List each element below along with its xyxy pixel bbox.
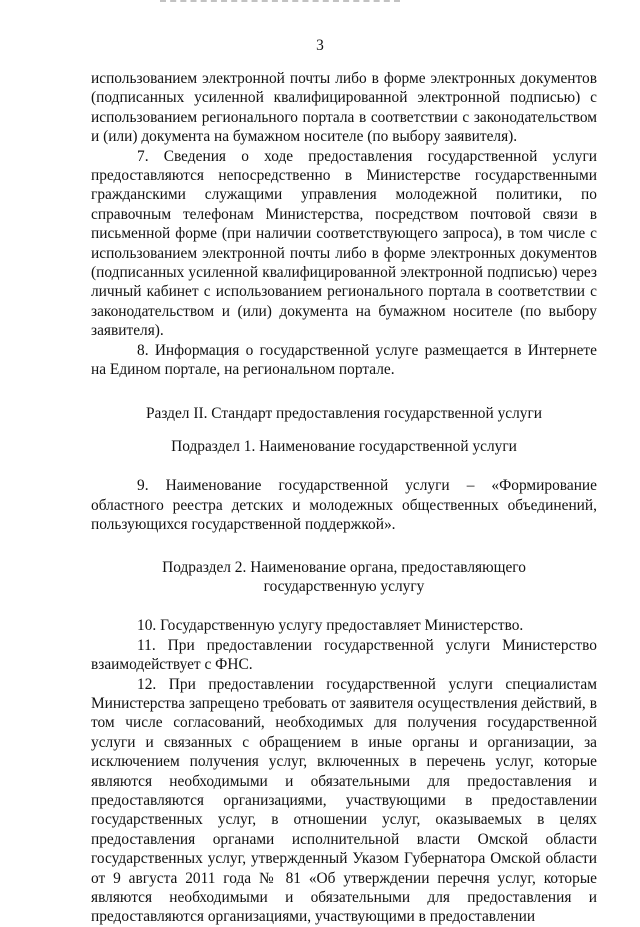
subsection-2-heading xyxy=(91,558,597,597)
section-heading: Раздел II. Стандарт предоставления государственной услуги xyxy=(145,404,543,422)
paragraph-11: 11. При предоставлении государственной услуги Министерство взаимодействует с ФНС. xyxy=(91,636,597,674)
subsection-2-heading-line-2: государственную услугу xyxy=(263,577,425,595)
paragraph-10: 10. Государственную услугу предоставляет Министерство. xyxy=(137,617,524,635)
subsection-2-heading-line-1: Подраздел 2. Наименование органа, предоставляющего xyxy=(162,558,526,576)
subsection-1-heading: Подраздел 1. Наименование государственной услуги xyxy=(171,437,517,455)
document-body xyxy=(91,69,597,927)
paragraph-7: 7. Сведения о ходе предоставления государственной услуги предоставляются непосредственно в Министерстве государственными гражданскими служащими управления молодежной политики, по справочным телефонам Министерства, посредством почтовой связи в письменной форме (при наличии соответствующего запроса), в том числе с использованием электронной почты либо в форме электронных документов (подписанных усиленной квалифицированной электронной подписью) через личный кабинет с использованием регионального портала в соответствии с законодательством и (или) документа на бумажном носителе (по выбору заявителя). xyxy=(91,147,597,340)
page-number: 3 xyxy=(316,37,324,54)
paragraph-12: 12. При предоставлении государственной услуги специалистам Министерства запрещено требовать от заявителя осуществления действий, в том числе согласований, необходимых для получения государственной услуги и связанных с обращением в иные органы и организации, за исключением получения услуг, включенных в перечень услуг, которые являются необходимыми и обязательными для предоставления и предоставляются организациями, участвующими в предоставлении государственных услуг, в отношении услуг, оказываемых в целях предоставления органами исполнительной власти Омской области государственных услуг, утвержденный Указом Губернатора Омской области от 9 августа 2011 года № 81 «Об утверждении перечня услуг, которые являются необходимыми и обязательными для предоставления и предоставляются организациями, участвующими в предоставлении xyxy=(91,675,597,926)
paragraph-8: 8. Информация о государственной услуге размещается в Интернете на Едином портале, на региональном портале. xyxy=(91,341,597,379)
paragraph-9: 9. Наименование государственной услуги – «Формирование областного реестра детских и молодежных общественных объединений, пользующихся государственной поддержкой». xyxy=(91,477,597,534)
scan-top-artifact xyxy=(160,0,400,6)
paragraph-continuation: использованием электронной почты либо в форме электронных документов (подписанных усиленной квалифицированной электронной подписью) с использованием регионального портала в соответствии с законодательством и (или) документа на бумажном носителе (по выбору заявителя). xyxy=(91,70,597,146)
